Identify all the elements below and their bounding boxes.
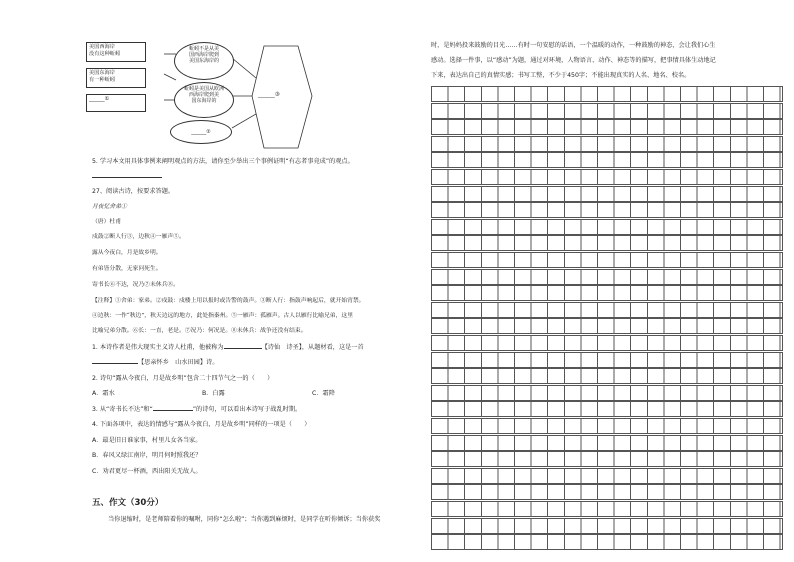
grid-row[interactable] bbox=[431, 219, 783, 235]
answer-line bbox=[92, 177, 162, 178]
middle-ellipse-2: 蚯蚓是美国从欧洲 西海岸爬到美 国东海岸的 bbox=[174, 82, 234, 118]
poem-line-2: 露从今夜白，月是故乡明。 bbox=[92, 250, 162, 256]
grid-row[interactable] bbox=[431, 435, 783, 451]
prompt-line-1: 时，是妈妈投来鼓励的目光……有时一句安慰的话语，一个温暖的动作，一种鼓励的神态，会让我们心生 bbox=[431, 42, 716, 49]
poem-line-1: 戍鼓②断人行③，边秋④一雁声⑤。 bbox=[92, 234, 185, 240]
poem-author: （唐）杜甫 bbox=[92, 219, 121, 225]
grid-row[interactable] bbox=[431, 119, 783, 135]
q27-4: 4. 下面各项中，表达的情感与“露从今夜白，月是故乡明”同样的一项是（ ） bbox=[92, 421, 311, 428]
middle-ellipse-1: 蚯蚓不是从美 国西海岸爬到 美国东海岸的 bbox=[174, 42, 234, 80]
poem-line-4: 寄书长⑥不达，况乃⑦未休兵⑧。 bbox=[92, 282, 179, 288]
q27-1-end: 【思亲怀乡 山水田园】诗。 bbox=[138, 359, 219, 366]
grid-row[interactable] bbox=[431, 385, 783, 401]
grid-row[interactable] bbox=[431, 235, 783, 251]
poem-note-3: 比喻兄弟分散。⑥长：一直，老是。⑦况乃：何况是。⑧未休兵：战争还没有结束。 bbox=[92, 328, 307, 334]
q27-3-end: ”的诗句，可以看出本诗写于战乱时期。 bbox=[192, 406, 302, 413]
grid-row[interactable] bbox=[431, 534, 783, 550]
prompt-line-2: 感动。选择一件事，以“感动”为题，通过对环境，人物语言、动作、神态等的描写，把事情具体生动地记 bbox=[431, 57, 716, 64]
left-box-2: 美国东海岸 有一种蚯蚓 bbox=[86, 68, 146, 88]
poem-line-3: 有弟皆分散，无家问死生。 bbox=[92, 266, 162, 272]
middle-ellipse-3: ______② bbox=[170, 120, 232, 144]
q27-2-option-c: C．霜降 bbox=[312, 390, 335, 397]
grid-row[interactable] bbox=[431, 302, 783, 318]
left-box-1: 美国西海岸 没有这种蚯蚓 bbox=[86, 42, 146, 62]
grid-row[interactable] bbox=[431, 501, 783, 517]
grid-row[interactable] bbox=[431, 335, 783, 351]
grid-row[interactable] bbox=[431, 152, 783, 168]
grid-row[interactable] bbox=[431, 252, 783, 268]
grid-row[interactable] bbox=[431, 352, 783, 368]
grid-row[interactable] bbox=[431, 103, 783, 119]
hexagon-label: ______③ bbox=[258, 92, 280, 98]
grid-row[interactable] bbox=[431, 269, 783, 285]
grid-row[interactable] bbox=[431, 401, 783, 417]
q27-2-option-b: B．白露 bbox=[202, 390, 225, 397]
q27-1-cont bbox=[92, 359, 218, 367]
q27-4-option-a: A．最是旧日谁家事，村里儿女各当家。 bbox=[92, 437, 202, 444]
q27-1 bbox=[92, 344, 364, 352]
blank-2[interactable] bbox=[92, 363, 138, 364]
grid-row[interactable] bbox=[431, 136, 783, 152]
blank-3[interactable] bbox=[153, 410, 193, 411]
blank-1[interactable] bbox=[224, 348, 262, 349]
left-box-3: ______① bbox=[86, 94, 146, 112]
q27-2: 2. 诗句“露从今夜白，月是故乡明”包含二十四节气之一的（ ） bbox=[92, 375, 274, 382]
grid-row[interactable] bbox=[431, 518, 783, 534]
q27-3-start: 3. 从“寄书长不达”和“ bbox=[92, 406, 153, 413]
question-5: 5. 学习本文用具体事例来阐明观点的方法，请你至少举出三个事例证明“有志者事竟成”的观点。 bbox=[92, 158, 354, 165]
grid-row[interactable] bbox=[431, 418, 783, 434]
grid-row[interactable] bbox=[431, 368, 783, 384]
prompt-line-3: 下来，表达出自己的真情实感；书写工整，不少于450字；不能出现真实的人名、地名、校名。 bbox=[431, 72, 691, 79]
q27-1-mid: 【诗仙 诗圣】，从题材看，这是一首 bbox=[261, 344, 364, 351]
grid-row[interactable] bbox=[431, 186, 783, 202]
q27-4-option-b: B．春风又绿江南岸，明月何时照我还？ bbox=[92, 452, 202, 459]
q27-2-option-a: A．霜水 bbox=[92, 390, 115, 397]
grid-row[interactable] bbox=[431, 468, 783, 484]
poem-note-2: ④边秋：一作“秋边”，秋天边远的地方，此处指秦州。⑤一雁声：孤雁声。古人以雁行比喻兄弟，这里 bbox=[92, 313, 353, 319]
grid-row[interactable] bbox=[431, 86, 783, 102]
q27-4-option-c: C．劝君更尽一杯酒，西出阳关无故人。 bbox=[92, 468, 202, 475]
grid-row[interactable] bbox=[431, 285, 783, 301]
section-5-title: 五、作文（30分） bbox=[92, 498, 164, 508]
grid-row[interactable] bbox=[431, 451, 783, 467]
q27-heading: 27、阅读古诗，按要求答题。 bbox=[92, 188, 175, 195]
poem-title: 月夜忆舍弟① bbox=[92, 204, 127, 210]
q27-1-start: 1. 本诗作者是伟大现实主义诗人杜甫，他被称为 bbox=[92, 344, 224, 351]
grid-row[interactable] bbox=[431, 318, 783, 334]
q27-3 bbox=[92, 406, 301, 414]
section-5-intro: 当你退缩时，是老师陪着你的嘱咐，同你“怎么啦”；当你遇到麻烦时，是同学在听你倾诉；当你获奖 bbox=[108, 516, 381, 523]
grid-row[interactable] bbox=[431, 169, 783, 185]
poem-note-1: 【注释】①舍弟：家弟。②戍鼓：戍楼上用以报时或告警的鼓声。③断人行：指鼓声响起后，就开始宵禁。 bbox=[92, 298, 365, 304]
grid-row[interactable] bbox=[431, 484, 783, 500]
writing-grid[interactable] bbox=[431, 86, 783, 546]
grid-row[interactable] bbox=[431, 202, 783, 218]
